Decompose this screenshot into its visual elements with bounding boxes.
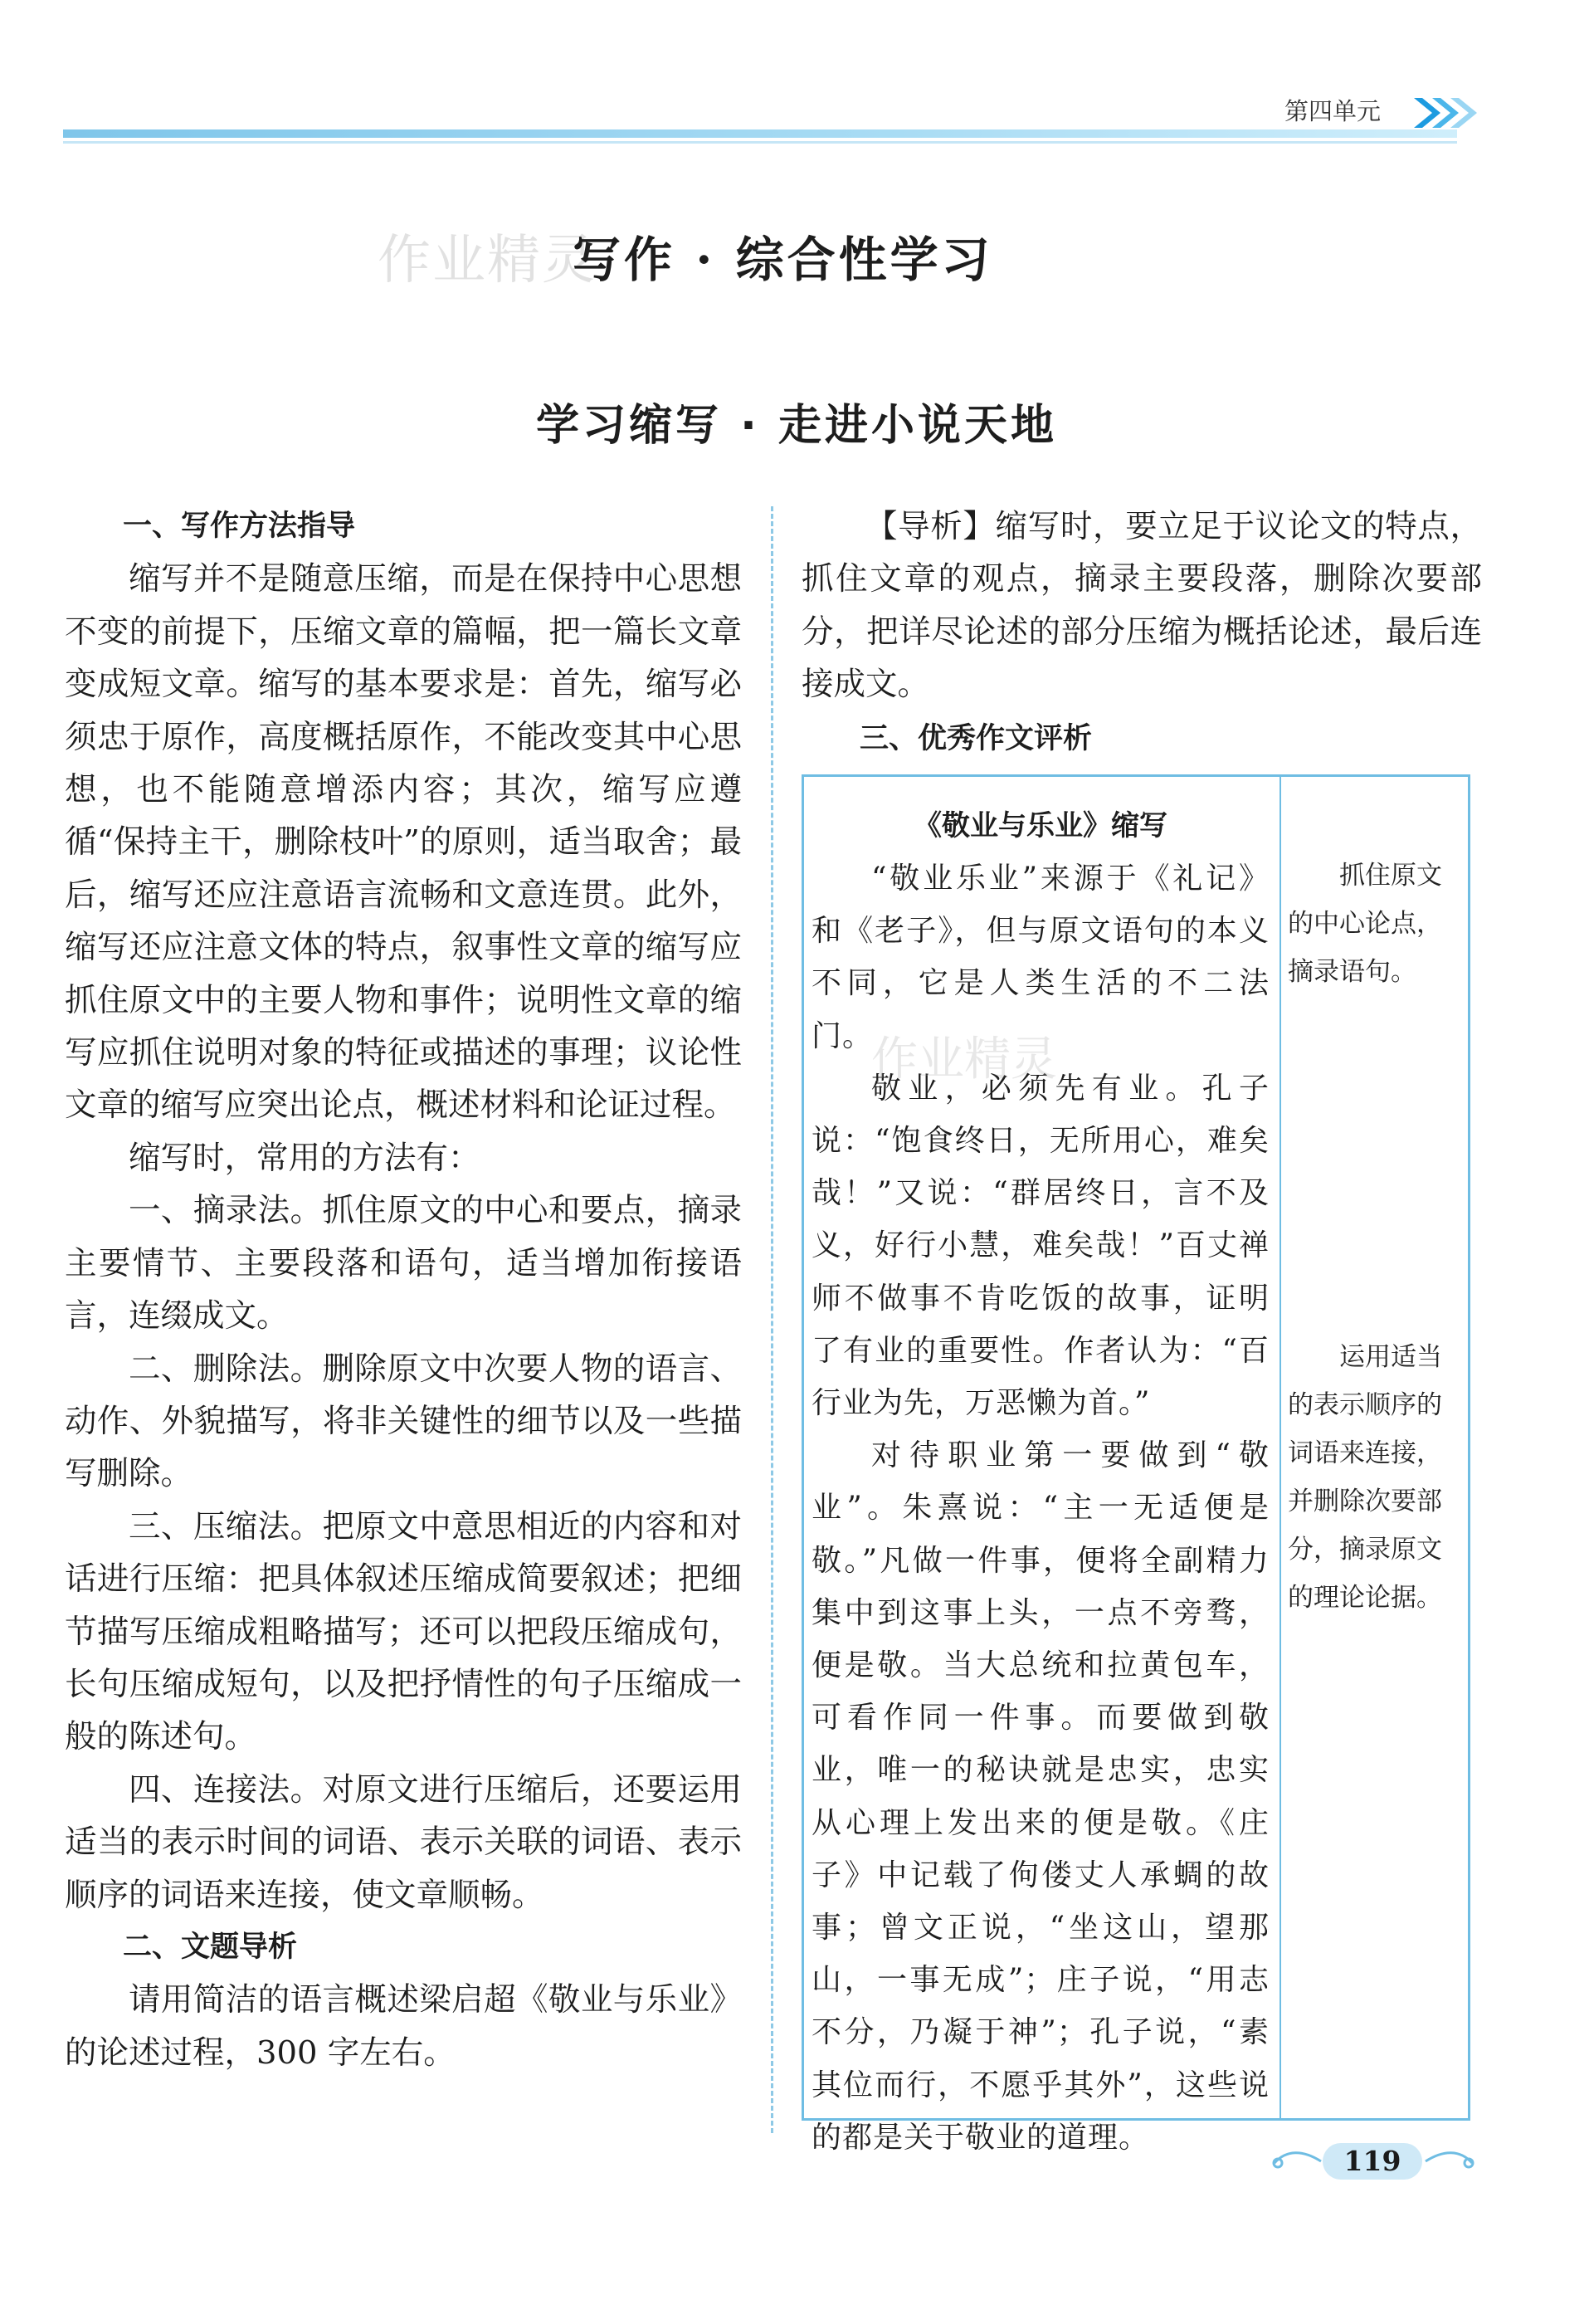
section-title: 写作 · 综合性学习	[573, 232, 993, 288]
margin-note	[1288, 852, 1472, 996]
note-line: 词语来连接，	[1288, 1438, 1442, 1468]
note-line: 的表示顺序的	[1288, 1390, 1442, 1420]
page-subtitle: 学习缩写 · 走进小说天地	[536, 401, 1057, 451]
margin-note	[1288, 1333, 1472, 1622]
heading-essay-review: 三、优秀作文评析	[860, 722, 1093, 755]
paragraph: 请用简洁的语言概述梁启超《敬业与乐业》的论述过程，300 字左右。	[65, 1981, 742, 2072]
left-column	[65, 500, 742, 2169]
analysis-paragraph: 【导析】缩写时，要立足于议论文的特点，抓住文章的观点，摘录主要段落，删除次要部分，把详尽论述的部分压缩为概括论述，最后连接成文。	[802, 508, 1482, 704]
paragraph: 四、连接法。对原文进行压缩后，还要运用适当的表示时间的词语、表示关联的词语、表示顺序的词语来连接，使文章顺畅。	[65, 1770, 742, 1914]
heading-topic-analysis: 二、文题导析	[123, 1930, 298, 1964]
watermark: 作业精灵	[378, 230, 597, 291]
essay-paragraph: 敬业，必须先有业。孔子说：“饱食终日，无所用心，难矣哉！”又说：“群居终日，言不及义，好行小慧，难矣哉！”百丈禅师不做事不肯吃饭的故事，证明了有业的重要性。作者认为：“百行业为先，万恶懒为首。”	[812, 1071, 1270, 1421]
paragraph: 一、摘录法。抓住原文的中心和要点，摘录主要情节、主要段落和语句，适当增加衔接语言，连缀成文。	[65, 1192, 742, 1335]
header-rule-thin	[63, 141, 1457, 144]
note-line: 的理论论据。	[1288, 1583, 1442, 1613]
header-rule	[63, 129, 1457, 138]
watermark: 作业精灵	[871, 1033, 1057, 1086]
paragraph: 二、删除法。删除原文中次要人物的语言、动作、外貌描写，将非关键性的细节以及一些描写删除。	[65, 1350, 742, 1493]
sample-essay	[812, 799, 1270, 2155]
note-line: 分，摘录原文	[1288, 1535, 1442, 1565]
paragraph: 缩写时，常用的方法有：	[129, 1139, 480, 1177]
page-number: 119	[1323, 2143, 1422, 2180]
page-number-ornament	[1270, 2138, 1477, 2188]
note-line: 摘录语句。	[1288, 957, 1416, 987]
unit-label: 第四单元	[1284, 97, 1382, 125]
essay-box-divider	[1279, 777, 1281, 2118]
essay-title: 《敬业与乐业》缩写	[914, 809, 1167, 842]
essay-paragraph: 对待职业第一要做到“敬业”。朱熹说：“主一无适便是敬。”凡做一件事，便将全副精力集中到这事上头，一点不旁骛，便是敬。当大总统和拉黄包车，可看作同一件事。而要做到敬业，唯一的秘诀就是忠实，忠实从心理上发出来的便是敬。《庄子》中记载了佝偻丈人承蜩的故事；曾文正说，“坐这山，望那山，一事无成”；庄子说，“用志不分，乃凝于神”；孔子说，“素其位而行，不愿乎其外”，这些说的都是关于敬业的道理。	[812, 1438, 1270, 2155]
paragraph: 三、压缩法。把原文中意思相近的内容和对话进行压缩：把具体叙述压缩成简要叙述；把细节描写压缩成粗略描写；还可以把段压缩成句，长句压缩成短句，以及把抒情性的句子压缩成一般的陈述句。	[65, 1507, 742, 1756]
chevron-right-icon	[1411, 91, 1477, 134]
note-line: 抓住原文	[1339, 861, 1442, 891]
note-line: 运用适当	[1339, 1342, 1442, 1372]
note-line: 的中心论点，	[1288, 909, 1442, 939]
heading-writing-guide: 一、写作方法指导	[123, 510, 356, 543]
paragraph: 缩写并不是随意压缩，而是在保持中心思想不变的前提下，压缩文章的篇幅，把一篇长文章变成短文章。缩写的基本要求是：首先，缩写必须忠于原作，高度概括原作，不能改变其中心思想，也不能随意增添内容；其次，缩写应遵循“保持主干，删除枝叶”的原则，适当取舍；最后，缩写还应注意语言流畅和文意连贯。此外，缩写还应注意文体的特点，叙事性文章的缩写应抓住原文中的主要人物和事件；说明性文章的缩写应抓住说明对象的特征或描述的事理；议论性文章的缩写应突出论点，概述材料和论证过程。	[65, 560, 742, 1125]
note-line: 并删除次要部	[1288, 1487, 1442, 1516]
essay-paragraph: “敬业乐业”来源于《礼记》和《老子》，但与原文语句的本义不同，它是人类生活的不二法门。	[812, 862, 1270, 1053]
column-divider	[771, 506, 773, 2133]
